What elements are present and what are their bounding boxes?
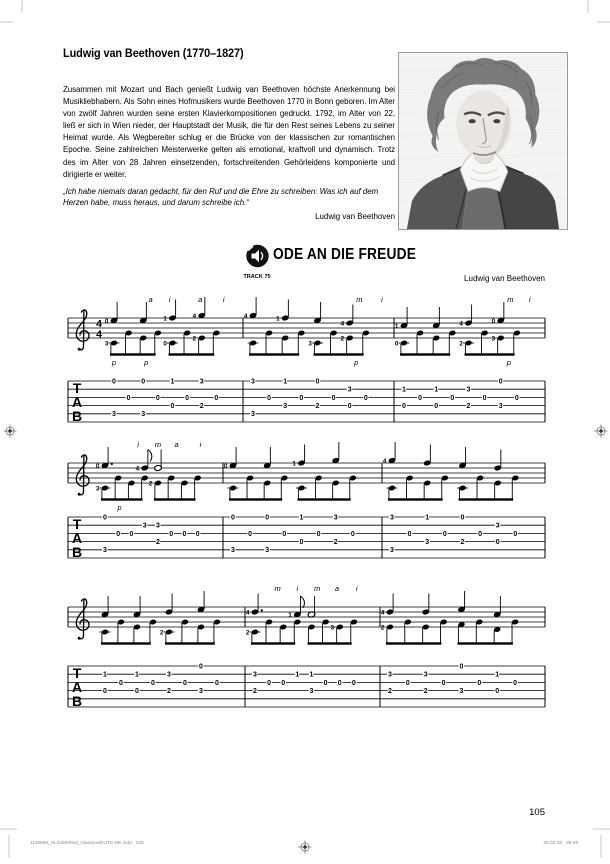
svg-text:0: 0 bbox=[495, 688, 500, 695]
svg-text:3: 3 bbox=[491, 335, 496, 343]
svg-text:4: 4 bbox=[382, 457, 387, 465]
svg-text:1: 1 bbox=[276, 315, 280, 323]
svg-text:i: i bbox=[199, 440, 202, 449]
svg-text:0: 0 bbox=[214, 394, 219, 402]
svg-text:0: 0 bbox=[151, 679, 155, 687]
svg-text:3: 3 bbox=[251, 411, 255, 419]
svg-text:2: 2 bbox=[192, 335, 197, 343]
svg-text:3: 3 bbox=[466, 386, 471, 394]
svg-text:3: 3 bbox=[347, 386, 352, 394]
svg-text:2: 2 bbox=[253, 688, 257, 695]
svg-text:m: m bbox=[154, 440, 162, 449]
portrait-engraving bbox=[399, 53, 567, 229]
svg-text:3: 3 bbox=[390, 547, 394, 555]
svg-text:0: 0 bbox=[460, 514, 465, 522]
svg-text:4: 4 bbox=[96, 318, 102, 330]
svg-text:2: 2 bbox=[167, 688, 171, 695]
svg-text:m: m bbox=[314, 584, 321, 593]
svg-text:2: 2 bbox=[199, 403, 204, 410]
svg-text:3: 3 bbox=[251, 378, 255, 386]
svg-text:i: i bbox=[355, 584, 358, 593]
svg-text:0: 0 bbox=[450, 394, 455, 402]
svg-text:0: 0 bbox=[299, 394, 304, 402]
svg-text:i: i bbox=[222, 295, 225, 304]
svg-text:3: 3 bbox=[231, 547, 235, 555]
svg-text:1: 1 bbox=[288, 611, 292, 619]
svg-text:0: 0 bbox=[394, 340, 399, 348]
svg-text:0: 0 bbox=[248, 530, 253, 538]
svg-text:0: 0 bbox=[281, 679, 286, 687]
svg-text:3: 3 bbox=[388, 671, 392, 679]
svg-text:1: 1 bbox=[163, 315, 167, 323]
page-number: 105 bbox=[529, 807, 545, 818]
svg-text:2: 2 bbox=[245, 629, 250, 637]
svg-text:0: 0 bbox=[434, 403, 439, 410]
svg-text:0: 0 bbox=[170, 403, 175, 410]
svg-text:0: 0 bbox=[223, 462, 228, 470]
svg-text:A: A bbox=[71, 530, 83, 546]
svg-text:0: 0 bbox=[163, 340, 167, 348]
svg-text:4: 4 bbox=[459, 320, 463, 328]
svg-text:2: 2 bbox=[460, 539, 465, 546]
track-number: TRACK 75 bbox=[243, 274, 271, 280]
svg-text:p: p bbox=[506, 358, 511, 367]
svg-text:3: 3 bbox=[390, 514, 394, 522]
svg-text:3: 3 bbox=[141, 411, 146, 419]
svg-text:2: 2 bbox=[340, 335, 345, 343]
svg-text:T: T bbox=[72, 516, 82, 532]
composer-credit: Ludwig van Beethoven bbox=[464, 274, 545, 283]
svg-text:i: i bbox=[168, 295, 171, 304]
svg-text:3: 3 bbox=[333, 514, 338, 522]
svg-text:0: 0 bbox=[141, 378, 146, 386]
svg-text:0: 0 bbox=[231, 514, 235, 522]
imprint-filename: 1119868_HLGtMethod_ClassicalGUTS-DE.indd 105 bbox=[30, 841, 144, 846]
svg-text:1: 1 bbox=[292, 460, 296, 468]
svg-text:2: 2 bbox=[423, 688, 428, 695]
svg-text:0: 0 bbox=[299, 539, 304, 546]
quote-attribution: Ludwig van Beethoven bbox=[315, 212, 395, 222]
music-system-3 bbox=[0, 568, 610, 722]
svg-text:A: A bbox=[71, 679, 83, 695]
svg-text:3: 3 bbox=[459, 688, 464, 695]
svg-text:0: 0 bbox=[491, 317, 496, 325]
svg-text:4: 4 bbox=[96, 328, 102, 341]
svg-text:0: 0 bbox=[495, 539, 500, 546]
svg-text:0: 0 bbox=[265, 514, 270, 522]
svg-text:4: 4 bbox=[243, 312, 248, 320]
svg-text:p: p bbox=[354, 358, 359, 367]
svg-text:3: 3 bbox=[309, 688, 314, 695]
svg-text:3: 3 bbox=[199, 688, 203, 695]
svg-text:0: 0 bbox=[103, 688, 107, 695]
svg-text:3: 3 bbox=[95, 485, 100, 493]
svg-text:a: a bbox=[148, 295, 153, 304]
svg-text:0: 0 bbox=[104, 317, 109, 325]
svg-text:3: 3 bbox=[495, 522, 500, 530]
svg-text:0: 0 bbox=[112, 378, 116, 386]
svg-text:2: 2 bbox=[315, 403, 320, 410]
svg-text:2: 2 bbox=[156, 539, 160, 546]
svg-text:1: 1 bbox=[394, 322, 399, 330]
svg-text:1: 1 bbox=[103, 671, 107, 679]
svg-text:1: 1 bbox=[295, 671, 300, 679]
svg-text:p: p bbox=[117, 503, 122, 512]
svg-text:4: 4 bbox=[380, 609, 385, 617]
svg-text:4: 4 bbox=[340, 320, 345, 328]
svg-text:0: 0 bbox=[337, 679, 342, 687]
svg-text:0: 0 bbox=[407, 530, 412, 538]
svg-text:B: B bbox=[71, 693, 83, 709]
svg-text:0: 0 bbox=[441, 679, 446, 687]
page-title: Ludwig van Beethoven (1770–1827) bbox=[63, 47, 244, 60]
svg-text:3: 3 bbox=[265, 547, 270, 555]
svg-text:1: 1 bbox=[170, 378, 175, 386]
svg-text:i: i bbox=[296, 584, 299, 593]
svg-text:0: 0 bbox=[350, 530, 355, 538]
svg-text:0: 0 bbox=[477, 679, 482, 687]
svg-text:A: A bbox=[71, 394, 83, 410]
svg-text:0: 0 bbox=[267, 679, 272, 687]
svg-text:0: 0 bbox=[347, 403, 352, 410]
svg-text:1: 1 bbox=[299, 514, 304, 522]
svg-text:0: 0 bbox=[135, 688, 139, 695]
imprint-datetime: 25.02.16 09:59 bbox=[543, 841, 578, 846]
svg-text:0: 0 bbox=[199, 663, 203, 671]
svg-text:0: 0 bbox=[363, 394, 368, 402]
svg-text:3: 3 bbox=[142, 522, 147, 530]
piece-title: ODE AN DIE FREUDE bbox=[273, 246, 417, 263]
svg-text:3: 3 bbox=[103, 547, 107, 555]
svg-text:0: 0 bbox=[126, 394, 131, 402]
svg-text:1: 1 bbox=[434, 386, 439, 394]
svg-text:m: m bbox=[507, 295, 514, 304]
svg-text:2: 2 bbox=[466, 403, 471, 410]
svg-text:1: 1 bbox=[309, 671, 314, 679]
svg-text:0: 0 bbox=[351, 679, 356, 687]
svg-text:4: 4 bbox=[192, 312, 197, 320]
svg-text:m: m bbox=[274, 584, 281, 593]
svg-text:i: i bbox=[137, 440, 139, 449]
svg-text:2: 2 bbox=[148, 480, 153, 488]
registration-mark bbox=[299, 841, 312, 854]
svg-text:a: a bbox=[174, 440, 179, 449]
svg-text:0: 0 bbox=[323, 679, 328, 687]
svg-text:3: 3 bbox=[498, 403, 503, 410]
svg-text:1: 1 bbox=[495, 671, 500, 679]
svg-text:0: 0 bbox=[418, 394, 423, 402]
svg-text:B: B bbox=[71, 544, 83, 560]
svg-text:3: 3 bbox=[199, 378, 204, 386]
svg-text:0: 0 bbox=[482, 394, 487, 402]
svg-text:2: 2 bbox=[459, 340, 463, 348]
track-badge bbox=[241, 244, 273, 280]
svg-text:T: T bbox=[72, 380, 82, 396]
svg-text:0: 0 bbox=[405, 679, 410, 687]
music-system-1 bbox=[0, 278, 610, 444]
svg-text:0: 0 bbox=[402, 403, 406, 410]
svg-text:0: 0 bbox=[513, 530, 518, 538]
svg-text:0: 0 bbox=[116, 530, 121, 538]
svg-text:0: 0 bbox=[182, 530, 187, 538]
svg-text:3: 3 bbox=[156, 522, 160, 530]
svg-text:3: 3 bbox=[283, 403, 288, 410]
svg-text:3: 3 bbox=[423, 671, 428, 679]
svg-text:0: 0 bbox=[442, 530, 447, 538]
beethoven-portrait bbox=[398, 52, 568, 230]
svg-text:p: p bbox=[111, 358, 117, 367]
svg-text:4: 4 bbox=[245, 609, 250, 617]
svg-text:3: 3 bbox=[308, 340, 312, 348]
beethoven-quote bbox=[63, 186, 395, 223]
svg-text:0: 0 bbox=[514, 394, 519, 402]
svg-text:0: 0 bbox=[169, 530, 174, 538]
svg-text:0: 0 bbox=[513, 679, 518, 687]
svg-text:0: 0 bbox=[119, 679, 123, 687]
biography-text: Zusammen mit Mozart und Bach genießt Ludwig van Beethoven höchste Anerkennung bei Musikliebhabern. Als Sohn eines Hofmusikers wurde Beethoven 1770 in Bonn geboren. Im Alter von zwölf Jahren wurden seine ersten Klavierkompositionen gedruckt. 1792, im Alter von 22, ließ er sich in Wien nieder, der Hauptstadt der Musik, die für den Rest seines Lebens zu seiner Heimat wurde. Als Wegbereiter schlug er die Brücke von der klassischen zur romantischen Epoche. Seine zahlreichen Meisterwerke gelten als emotional, kraftvoll und dynamisch. Trotz des im Alter von 28 Jahren einsetzenden, fortschreitenden Gehörleidens komponierte und dirigierte er weiter. bbox=[63, 85, 395, 179]
quote-text: „Ich habe niemals daran gedacht, für den Ruf und die Ehre zu schreiben: Was ich auf dem Herzen habe, muss heraus, und darum schreibe ich.“ bbox=[63, 187, 379, 208]
svg-text:i: i bbox=[381, 295, 383, 304]
svg-text:p: p bbox=[144, 358, 149, 367]
svg-text:3: 3 bbox=[112, 411, 116, 419]
svg-text:0: 0 bbox=[95, 462, 100, 470]
svg-text:0: 0 bbox=[103, 514, 107, 522]
svg-text:0: 0 bbox=[155, 394, 160, 402]
svg-text:3: 3 bbox=[330, 624, 335, 632]
svg-text:i: i bbox=[528, 295, 531, 304]
svg-text:0: 0 bbox=[195, 530, 200, 538]
svg-text:2: 2 bbox=[159, 629, 164, 637]
svg-text:3: 3 bbox=[167, 671, 171, 679]
svg-text:0: 0 bbox=[185, 394, 190, 402]
svg-text:0: 0 bbox=[331, 394, 336, 402]
svg-text:0: 0 bbox=[316, 530, 321, 538]
svg-text:0: 0 bbox=[282, 530, 287, 538]
svg-text:2: 2 bbox=[333, 539, 338, 546]
svg-text:0: 0 bbox=[129, 530, 134, 538]
svg-text:1: 1 bbox=[425, 514, 430, 522]
svg-text:0: 0 bbox=[215, 679, 219, 687]
music-system-2 bbox=[0, 425, 610, 577]
svg-text:3: 3 bbox=[425, 539, 430, 546]
svg-text:1: 1 bbox=[402, 386, 406, 394]
svg-text:2: 2 bbox=[388, 688, 392, 695]
svg-text:0: 0 bbox=[315, 378, 320, 386]
svg-text:0: 0 bbox=[478, 530, 483, 538]
svg-text:m: m bbox=[356, 295, 363, 304]
svg-text:3: 3 bbox=[104, 340, 109, 348]
svg-text:2: 2 bbox=[380, 624, 385, 632]
svg-text:1: 1 bbox=[135, 671, 139, 679]
svg-text:0: 0 bbox=[498, 378, 503, 386]
svg-text:a: a bbox=[334, 584, 340, 593]
svg-text:0: 0 bbox=[459, 663, 464, 671]
svg-text:3: 3 bbox=[253, 671, 257, 679]
svg-text:T: T bbox=[72, 665, 82, 681]
svg-text:0: 0 bbox=[183, 679, 187, 687]
svg-text:1: 1 bbox=[283, 378, 288, 386]
svg-text:B: B bbox=[71, 408, 83, 424]
svg-text:a: a bbox=[198, 295, 203, 304]
speaker-icon bbox=[245, 244, 270, 268]
svg-text:0: 0 bbox=[267, 394, 272, 402]
svg-text:4: 4 bbox=[135, 465, 140, 473]
